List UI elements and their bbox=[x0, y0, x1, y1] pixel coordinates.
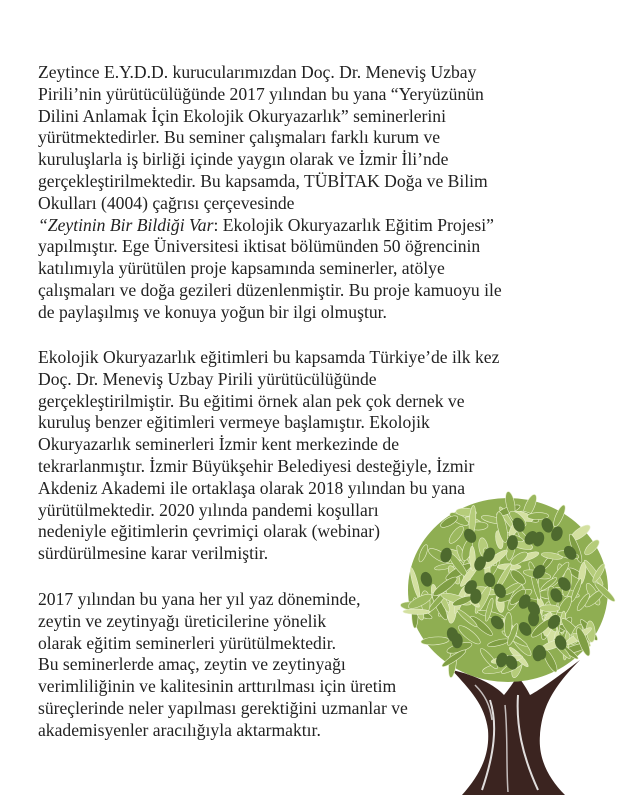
text-line: Akdeniz Akademi ile ortaklaşa olarak 2018 yılından bu yana bbox=[38, 477, 466, 498]
text-line: verimliliğinin ve kalitesinin arttırılması için üretim bbox=[38, 676, 397, 697]
text-line: katılımıyla yürütülen proje kapsamında seminerler, atölye bbox=[38, 258, 445, 279]
text-line: tekrarlanmıştır. İzmir Büyükşehir Belediyesi desteğiyle, İzmir bbox=[38, 455, 475, 476]
text-line: çalışmaları ve doğa gezileri düzenlenmiştir. Bu proje kamuoyu ile bbox=[38, 279, 502, 300]
text-line: süreçlerinde neler yapılması gerektiğini uzmanlar ve bbox=[38, 697, 408, 718]
project-title-rest: : Ekolojik Okuryazarlık Eğitim Projesi” bbox=[213, 214, 494, 235]
project-title-italic: “Zeytinin Bir Bildiği Var bbox=[38, 214, 214, 235]
text-line: sürdürülmesine karar verilmiştir. bbox=[38, 543, 269, 564]
text-line: de paylaşılmış ve konuya yoğun bir ilgi olmuştur. bbox=[38, 301, 387, 322]
text-line: Okuryazarlık seminerleri İzmir kent merkezinde de bbox=[38, 434, 399, 455]
text-line: Doç. Dr. Meneviş Uzbay Pirili yürütücülüğünde bbox=[38, 368, 377, 389]
text-line: Ekolojik Okuryazarlık eğitimleri bu kapsamda Türkiye’de ilk kez bbox=[38, 347, 500, 367]
text-line: akademisyenler aracılığıyla aktarmaktır. bbox=[38, 719, 321, 740]
text-line: Bu seminerlerde amaç, zeytin ve zeytinyağı bbox=[38, 654, 346, 675]
project-title-line bbox=[38, 215, 502, 237]
olive-tree-illustration bbox=[390, 490, 618, 800]
text-line: Zeytince E.Y.D.D. kurucularımızdan Doç. Dr. Meneviş Uzbay bbox=[38, 62, 477, 82]
olive bbox=[452, 633, 463, 648]
text-line: nedeniyle eğitimlerin çevrimiçi olarak (webinar) bbox=[38, 521, 380, 542]
text-line: gerçekleştirilmektedir. Bu kapsamda, TÜBİTAK Doğa ve Bilim bbox=[38, 170, 488, 191]
text-line: kuruluş benzer eğitimleri vermeye başlamıştır. Ekolojik bbox=[38, 412, 430, 433]
paragraph-summer-seminars bbox=[38, 589, 408, 742]
text-line: olarak eğitim seminerleri yürütülmektedir. bbox=[38, 632, 337, 653]
text-line: gerçekleştirilmiştir. Bu eğitimi örnek alan pek çok dernek ve bbox=[38, 390, 465, 411]
text-line: Dilini Anlamak İçin Ekolojik Okuryazarlık” seminerlerini bbox=[38, 105, 446, 126]
text-line: yürütmektedirler. Bu seminer çalışmaları farklı kurum ve bbox=[38, 127, 441, 148]
text-line: zeytin ve zeytinyağı üreticilerine yönelik bbox=[38, 610, 327, 631]
text-line: Pirili’nin yürütücülüğünde 2017 yılından bu yana “Yeryüzünün bbox=[38, 83, 484, 104]
text-line: kuruluşlarla iş birliği içinde yaygın olarak ve İzmir İli’nde bbox=[38, 149, 449, 170]
text-line: yapılmıştır. Ege Üniversitesi iktisat bölümünden 50 öğrencinin bbox=[38, 236, 481, 257]
leaf bbox=[403, 609, 430, 615]
text-line: 2017 yılından bu yana her yıl yaz döneminde, bbox=[38, 589, 361, 609]
text-line: Okulları (4004) çağrısı çerçevesinde bbox=[38, 192, 295, 213]
text-line: yürütülmektedir. 2020 yılında pandemi koşulları bbox=[38, 499, 379, 520]
paragraph-intro bbox=[38, 62, 502, 324]
